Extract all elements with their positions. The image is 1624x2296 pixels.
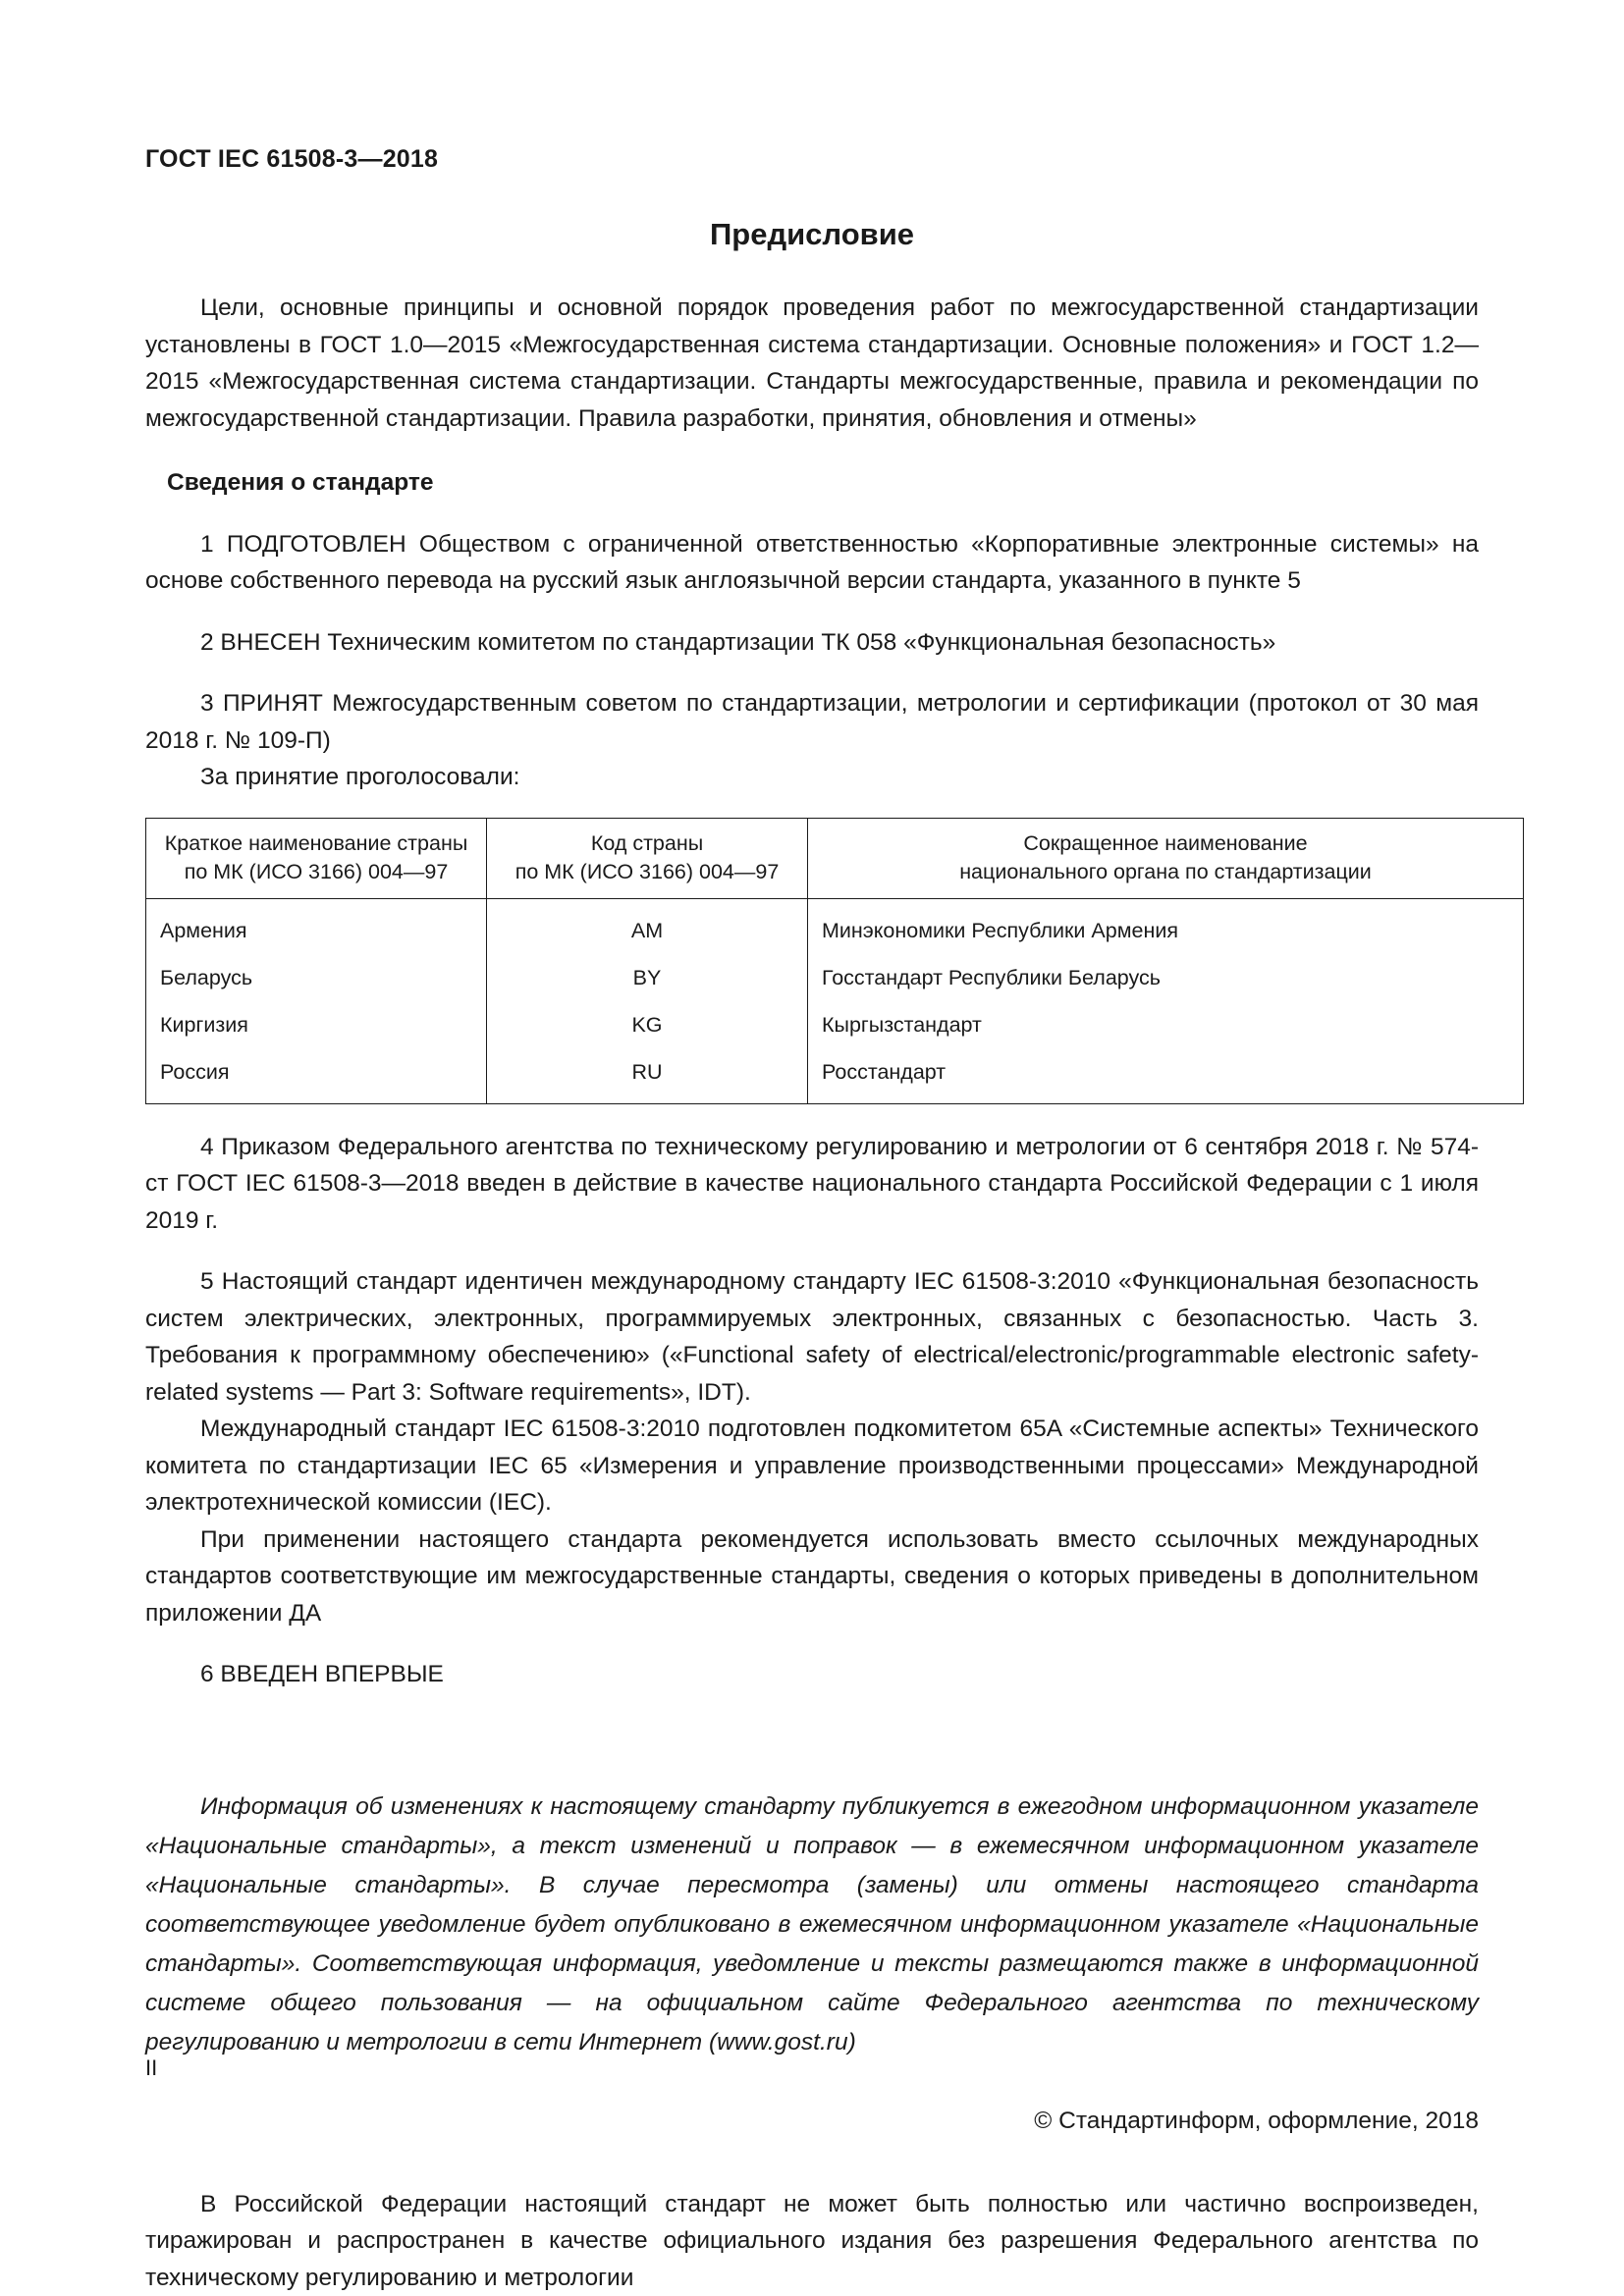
voting-table-head: [146, 818, 1524, 898]
clause-5-reference-standards-note: При применении настоящего стандарта рекомендуется использовать вместо ссылочных международных стандартов соответствующие им межгосударственные стандарты, сведения о которых приведены в дополнительном приложении ДА: [145, 1525, 1479, 1627]
clause-1-prepared-by: 1 ПОДГОТОВЛЕН Обществом с ограниченной ответственностью «Корпоративные электронные системы» на основе собственного перевода на русский язык англоязычной версии стандарта, указанного в пункте 5: [145, 530, 1479, 594]
cell-country: Россия: [146, 1048, 487, 1104]
clause-6-introduced-first-time: 6 ВВЕДЕН ВПЕРВЫЕ: [200, 1661, 444, 1687]
table-header-row: [146, 818, 1524, 898]
cell-country: Армения: [146, 898, 487, 954]
cell-code: BY: [487, 954, 808, 1001]
section-heading-standard-info: Сведения о стандарте: [167, 469, 434, 496]
clause-2-submitted-by: 2 ВНЕСЕН Техническим комитетом по стандартизации ТК 058 «Функциональная безопасность»: [200, 628, 1276, 656]
column-header-code-line1: Код страны: [590, 830, 704, 855]
page-number: II: [145, 2056, 158, 2080]
cell-national-body: Росстандарт: [808, 1048, 1524, 1104]
running-header-standard-id: ГОСТ IEC 61508-3—2018: [145, 145, 439, 173]
voting-table-body: [146, 898, 1524, 1103]
intro-paragraph: Цели, основные принципы и основной порядок проведения работ по межгосударственной стандартизации установлены в ГОСТ 1.0—2015 «Межгосударственная система стандартизации. Основные положения» и ГОСТ 1.2—2015 «Межгосударственная система стандартизации. Стандарты межгосударственные, правила и рекомендации по межгосударственной стандартизации. Правила разработки, принятия, обновления и отмены»: [145, 294, 1479, 432]
cell-country: Киргизия: [146, 1001, 487, 1048]
voting-intro-text: За принятие проголосовали:: [200, 764, 520, 790]
table-row: [146, 954, 1524, 1001]
cell-national-body: Госстандарт Республики Беларусь: [808, 954, 1524, 1001]
cell-code: RU: [487, 1048, 808, 1104]
voting-table: [145, 818, 1524, 1104]
cell-national-body: Минэкономики Республики Армения: [808, 898, 1524, 954]
voting-table-wrapper: [145, 818, 1479, 1104]
clause-3-adopted-by: 3 ПРИНЯТ Межгосударственным советом по стандартизации, метрологии и сертификации (протокол от 30 мая 2018 г. № 109-П): [145, 690, 1479, 754]
amendment-notice-block: Информация об изменениях к настоящему стандарту публикуется в ежегодном информационном указателе «Национальные стандарты», а текст изменений и поправок — в ежемесячном информационном указателе «Национальные стандарты». В случае пересмотра (замены) или отмены настоящего стандарта соответствующее уведомление будет опубликовано в ежемесячном информационном указателе «Национальные стандарты». Соответствующая информация, уведомление и тексты размещаются также в информационной системе общего пользования — на официальном сайте Федерального агентства по техническому регулированию и метрологии в сети Интернет (www.gost.ru): [145, 1792, 1479, 2056]
column-header-code: [487, 818, 808, 898]
table-row: [146, 898, 1524, 954]
column-header-country: [146, 818, 487, 898]
clause-4-order-of-enactment: 4 Приказом Федерального агентства по техническому регулированию и метрологии от 6 сентября 2018 г. № 574-ст ГОСТ IEC 61508-3—2018 введен в действие в качестве национального стандарта Российской Федерации с 1 июля 2019 г.: [145, 1133, 1479, 1234]
column-header-national-body: [808, 818, 1524, 898]
table-row: [146, 1001, 1524, 1048]
cell-code: KG: [487, 1001, 808, 1048]
column-header-national-body-line1: Сокращенное наименование: [1023, 830, 1308, 855]
clause-5-identical-to-iec: 5 Настоящий стандарт идентичен международному стандарту IEC 61508-3:2010 «Функциональная безопасность систем электрических, электронных, программируемых электронных, связанных с безопасностью. Часть 3. Требования к программному обеспечению» («Functional safety of electrical/electronic/programmable electronic safety-related systems — Part 3: Software requirements», IDT).: [145, 1268, 1479, 1406]
reproduction-restriction-paragraph: В Российской Федерации настоящий стандарт не может быть полностью или частично воспроизведен, тиражирован и распространен в качестве официального издания без разрешения Федерального агентства по техническому регулированию и метрологии: [145, 2190, 1479, 2291]
page-title: Предисловие: [709, 217, 914, 251]
column-header-code-line2: по МК (ИСО 3166) 004—97: [514, 859, 780, 883]
column-header-country-line2: по МК (ИСО 3166) 004—97: [184, 859, 449, 883]
clause-5-subcommittee-note: Международный стандарт IEC 61508-3:2010 подготовлен подкомитетом 65A «Системные аспекты» Технического комитета по стандартизации IEC 65 «Измерения и управление производственными процессами» Международной электротехнической комиссии (IEC).: [145, 1415, 1479, 1516]
column-header-country-line1: Краткое наименование страны: [164, 830, 468, 855]
table-row: [146, 1048, 1524, 1104]
column-header-national-body-line2: национального органа по стандартизации: [959, 859, 1372, 883]
copyright-line: © Стандартинформ, оформление, 2018: [1034, 2107, 1479, 2134]
cell-country: Беларусь: [146, 954, 487, 1001]
cell-code: AM: [487, 898, 808, 954]
document-body: [145, 290, 1479, 2296]
cell-national-body: Кыргызстандарт: [808, 1001, 1524, 1048]
